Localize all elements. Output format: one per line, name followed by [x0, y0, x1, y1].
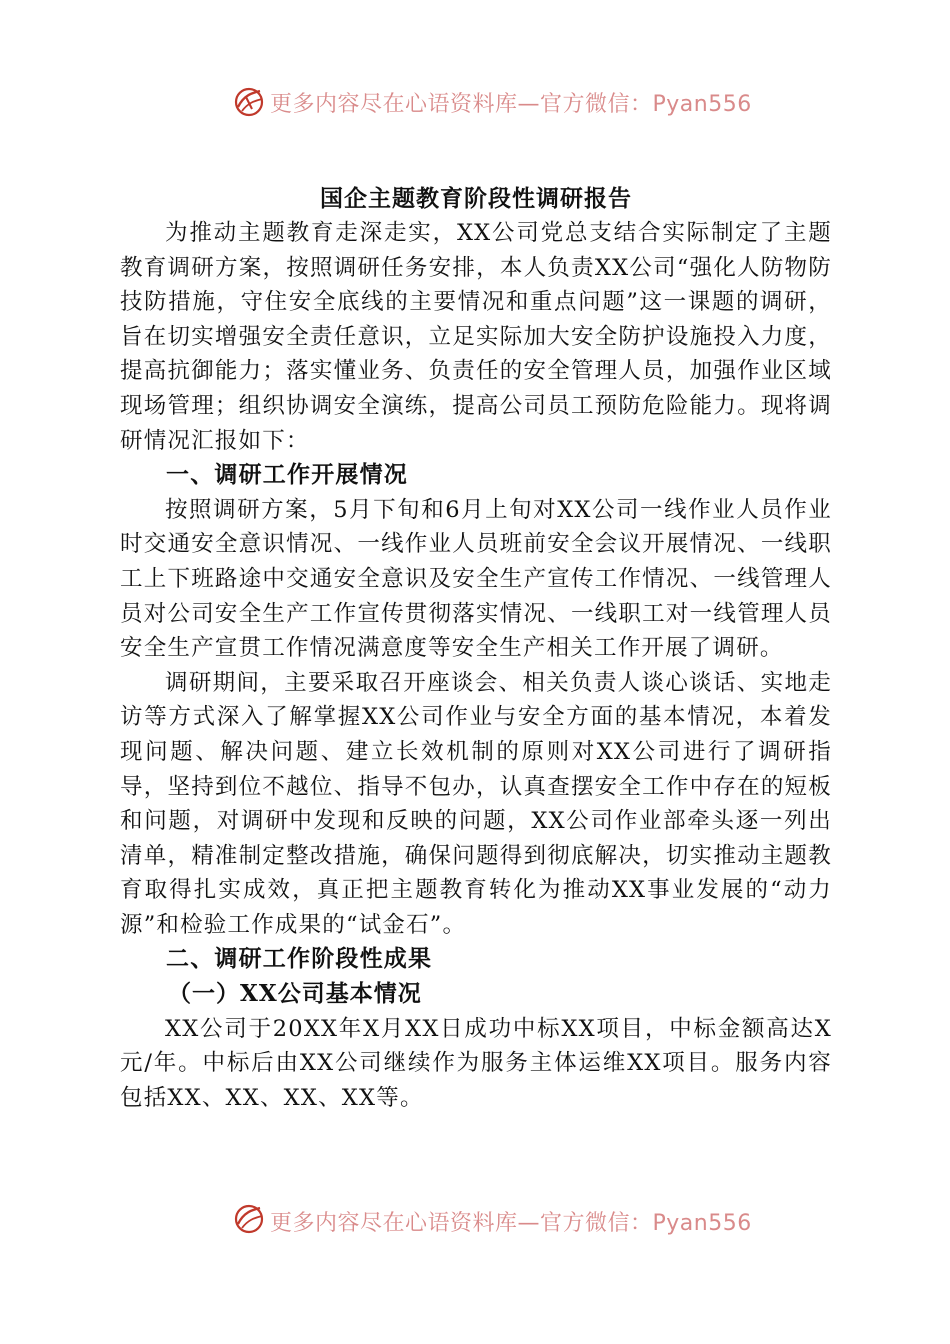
document-title: 国企主题教育阶段性调研报告: [320, 185, 632, 212]
signature-logo-icon: [232, 1202, 266, 1236]
section-2-subheading-1: （一）XX公司基本情况: [168, 980, 422, 1008]
section-1-heading: 一、调研工作开展情况: [166, 461, 408, 489]
watermark-text-top: 更多内容尽在心语资料库—官方微信：Pyan556: [270, 91, 752, 117]
section-1-paragraph-1: 按照调研方案，5月下旬和6月上旬对XX公司一线作业人员作业时交通安全意识情况、一线作业人员班前安全会议开展情况、一线职工上下班路途中交通安全意识及安全生产宣传工作情况、一线管理人员对公司安全生产工作宣传贯彻落实情况、一线职工对一线管理人员安全生产宣贯工作情况满意度等安全生产相关工作开展了调研。: [120, 496, 832, 662]
section-2-heading: 二、调研工作阶段性成果: [166, 945, 433, 973]
signature-logo-icon: [232, 85, 266, 119]
intro-paragraph: 为推动主题教育走深走实，XX公司党总支结合实际制定了主题教育调研方案，按照调研任务安排，本人负责XX公司“强化人防物防技防措施，守住安全底线的主要情况和重点问题”这一课题的调研，旨在切实增强安全责任意识，立足实际加大安全防护设施投入力度，提高抗御能力；落实懂业务、负责任的安全管理人员，加强作业区域现场管理；组织协调安全演练，提高公司员工预防危险能力。现将调研情况汇报如下：: [120, 220, 832, 454]
watermark-text-bottom: 更多内容尽在心语资料库—官方微信：Pyan556: [270, 1211, 752, 1236]
section-2-paragraph-1: XX公司于20XX年X月XX日成功中标XX项目，中标金额高达X元/年。中标后由XX公司继续作为服务主体运维XX项目。服务内容包括XX、XX、XX、XX等。: [120, 1015, 832, 1111]
document-body: [120, 182, 832, 1115]
watermark-banner-bottom: [232, 1200, 752, 1244]
section-1-paragraph-2: 调研期间，主要采取召开座谈会、相关负责人谈心谈话、实地走访等方式深入了解掌握XX公司作业与安全方面的基本情况，本着发现问题、解决问题、建立长效机制的原则对XX公司进行了调研指导，坚持到位不越位、指导不包办，认真查摆安全工作中存在的短板和问题，对调研中发现和反映的问题，XX公司作业部牵头逐一列出清单，精准制定整改措施，确保问题得到彻底解决，切实推动主题教育取得扎实成效，真正把主题教育转化为推动XX事业发展的“动力源”和检验工作成果的“试金石”。: [120, 669, 832, 938]
watermark-banner-top: [232, 82, 752, 122]
